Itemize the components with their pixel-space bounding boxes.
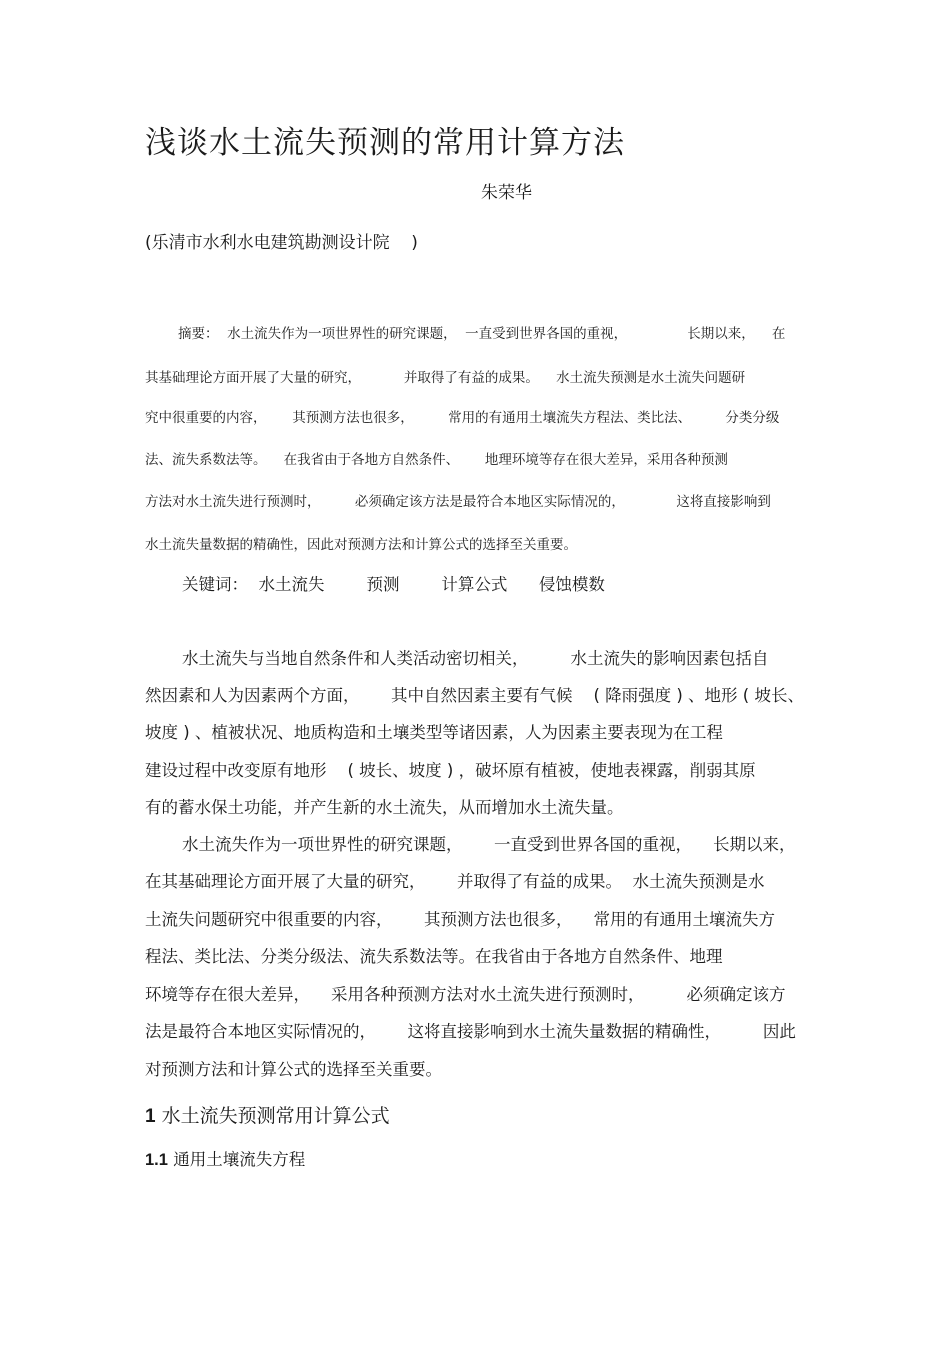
paragraph-line: 程法、类比法、分类分级法、流失系数法等。在我省由于各地方自然条件、地理 [145, 947, 723, 966]
abstract-line: 方法对水土流失进行预测时， 必须确定该方法是最符合本地区实际情况的， 这将直接影响到 [145, 494, 771, 510]
subsection-heading [145, 1147, 305, 1173]
paragraph-line: 然因素和人为因素两个方面， 其中自然因素主要有气候 ( 降雨强度 ) 、地形 ( 坡长、 [145, 686, 804, 705]
paragraph-line: 对预测方法和计算公式的选择至关重要。 [145, 1060, 442, 1079]
paragraph-line: 坡度 ) 、植被状况、地质构造和土壤类型等诸因素，人为因素主要表现为在工程 [145, 723, 723, 742]
section-number: 1 [145, 1106, 156, 1127]
abstract-line: 摘要： 水土流失作为一项世界性的研究课题， 一直受到世界各国的重视， 长期以来， 在 [178, 326, 786, 342]
subsection-number: 1.1 [145, 1151, 168, 1169]
abstract-line: 水土流失量数据的精确性，因此对预测方法和计算公式的选择至关重要。 [145, 537, 577, 553]
paragraph-line: 水土流失与当地自然条件和人类活动密切相关， 水土流失的影响因素包括自 [182, 649, 769, 668]
paragraph-line: 在其基础理论方面开展了大量的研究， 并取得了有益的成果。 水土流失预测是水 [145, 872, 765, 891]
keywords: 关键词： 水土流失 预测 计算公式 侵蚀模数 [182, 575, 605, 594]
paragraph-line: 环境等存在很大差异， 采用各种预测方法对水土流失进行预测时， 必须确定该方 [145, 985, 786, 1004]
abstract-line: 其基础理论方面开展了大量的研究， 并取得了有益的成果。 水土流失预测是水土流失问题研 [145, 370, 746, 386]
subsection-title: 通用土壤流失方程 [173, 1150, 306, 1169]
abstract-line: 究中很重要的内容， 其预测方法也很多， 常用的有通用土壤流失方程法、类比法、 分类分级 [145, 410, 780, 426]
author-affiliation: (乐清市水利水电建筑勘测设计院 ) [145, 233, 418, 253]
paragraph-line: 水土流失作为一项世界性的研究课题， 一直受到世界各国的重视， 长期以来， [182, 835, 796, 854]
section-title: 水土流失预测常用计算公式 [161, 1105, 390, 1127]
abstract-line: 法、流失系数法等。 在我省由于各地方自然条件、 地理环境等存在很大差异，采用各种预测 [145, 452, 728, 468]
paragraph-line: 法是最符合本地区实际情况的， 这将直接影响到水土流失量数据的精确性， 因此 [145, 1022, 796, 1041]
paper-title: 浅谈水土流失预测的常用计算方法 [145, 125, 625, 161]
paragraph-line: 有的蓄水保土功能，并产生新的水土流失，从而增加水土流失量。 [145, 798, 624, 817]
paragraph-line: 建设过程中改变原有地形 ( 坡长、坡度 ) ，破坏原有植被，使地表裸露，削弱其原 [145, 761, 756, 780]
section-heading [145, 1101, 390, 1132]
paragraph-line: 土流失问题研究中很重要的内容， 其预测方法也很多， 常用的有通用土壤流失方 [145, 910, 775, 929]
author-name: 朱荣华 [481, 183, 532, 203]
